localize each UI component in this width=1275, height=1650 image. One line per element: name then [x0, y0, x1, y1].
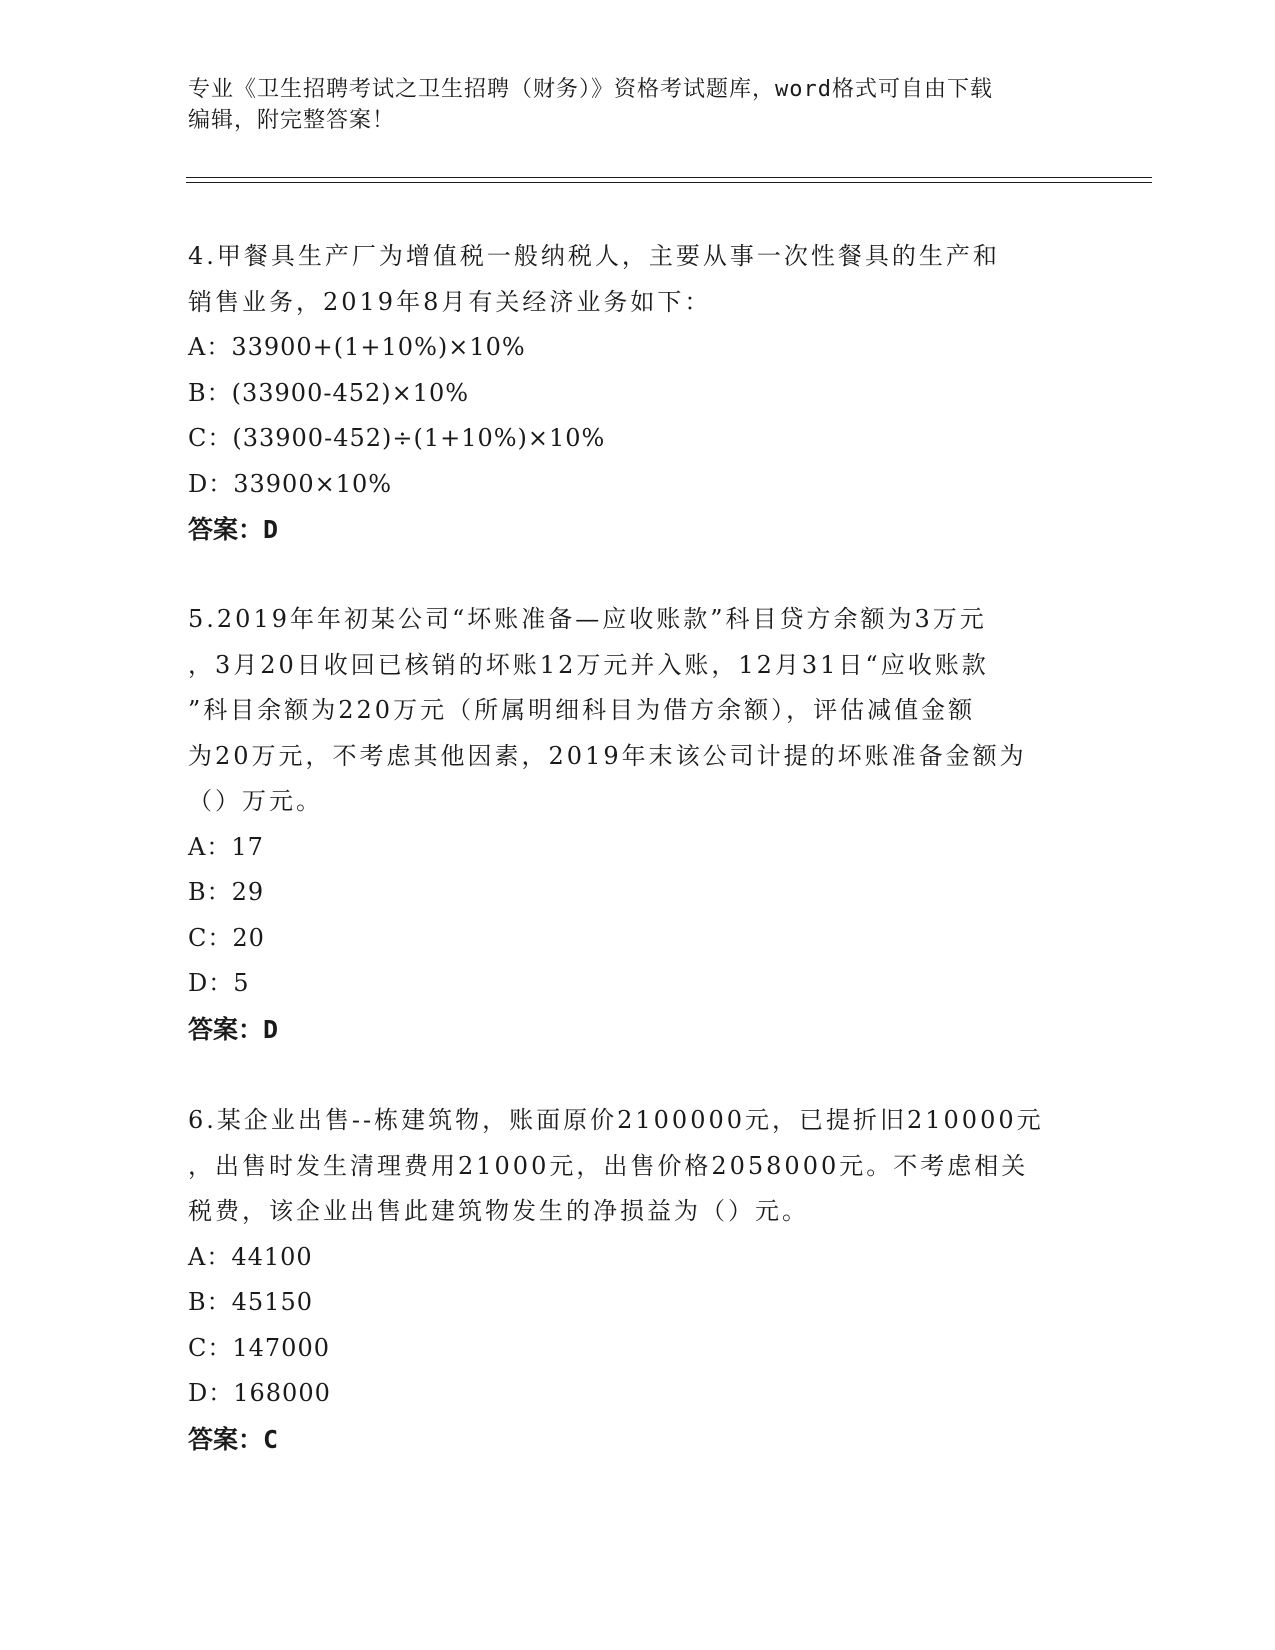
question-stem-line: ，3月20日收回已核销的坏账12万元并入账，12月31日“应收账款 — [188, 650, 989, 679]
answer-line: 答案：C — [188, 1424, 279, 1454]
answer-line: 答案：D — [188, 515, 279, 544]
question-stem-line: ，出售时发生清理费用21000元，出售价格2058000元。不考虑相关 — [188, 1151, 1029, 1180]
question-stem-line: ”科目余额为220万元（所属明细科目为借方余额），评估减值金额 — [188, 696, 976, 724]
header-divider-top — [186, 177, 1152, 178]
answer-line: 答案：D — [188, 1014, 279, 1044]
option-c: C：147000 — [188, 1333, 330, 1362]
option-d: D：33900×10% — [188, 469, 393, 498]
question-4 — [188, 234, 1088, 553]
option-b: B：29 — [188, 878, 265, 906]
question-stem-line: 为20万元，不考虑其他因素，2019年末该公司计提的坏账准备金额为 — [188, 741, 1027, 770]
header-line-1: 专业《卫生招聘考试之卫生招聘（财务）》资格考试题库，word格式可自由下载 — [188, 77, 993, 102]
question-stem-line: 5.2019年年初某公司“坏账准备—应收账款”科目贷方余额为3万元 — [188, 605, 987, 633]
header-line-2: 编辑，附完整答案！ — [188, 108, 396, 133]
question-stem-line: （）万元。 — [188, 787, 323, 815]
option-b: B：45150 — [188, 1288, 313, 1316]
option-c: C：(33900-452)÷(1+10%)×10% — [188, 424, 606, 452]
option-a: A：44100 — [188, 1242, 313, 1271]
question-6 — [188, 1098, 1088, 1462]
question-stem-line: 税费，该企业出售此建筑物发生的净损益为（）元。 — [188, 1197, 809, 1225]
question-stem-line: 6.某企业出售--栋建筑物，账面原价2100000元，已提折旧210000元 — [188, 1106, 1044, 1134]
option-d: D：5 — [188, 969, 250, 997]
document-header — [188, 74, 1088, 136]
header-divider-bottom — [186, 182, 1152, 183]
option-c: C：20 — [188, 923, 265, 952]
option-a: A：17 — [188, 832, 264, 861]
question-5 — [188, 597, 1088, 1052]
option-b: B：(33900-452)×10% — [188, 378, 470, 407]
question-stem-line: 4.甲餐具生产厂为增值税一般纳税人，主要从事一次性餐具的生产和 — [188, 242, 1000, 270]
question-stem-line: 销售业务，2019年8月有关经济业务如下： — [188, 287, 712, 316]
option-a: A：33900+(1+10%)×10% — [188, 333, 526, 361]
option-d: D：168000 — [188, 1379, 331, 1407]
